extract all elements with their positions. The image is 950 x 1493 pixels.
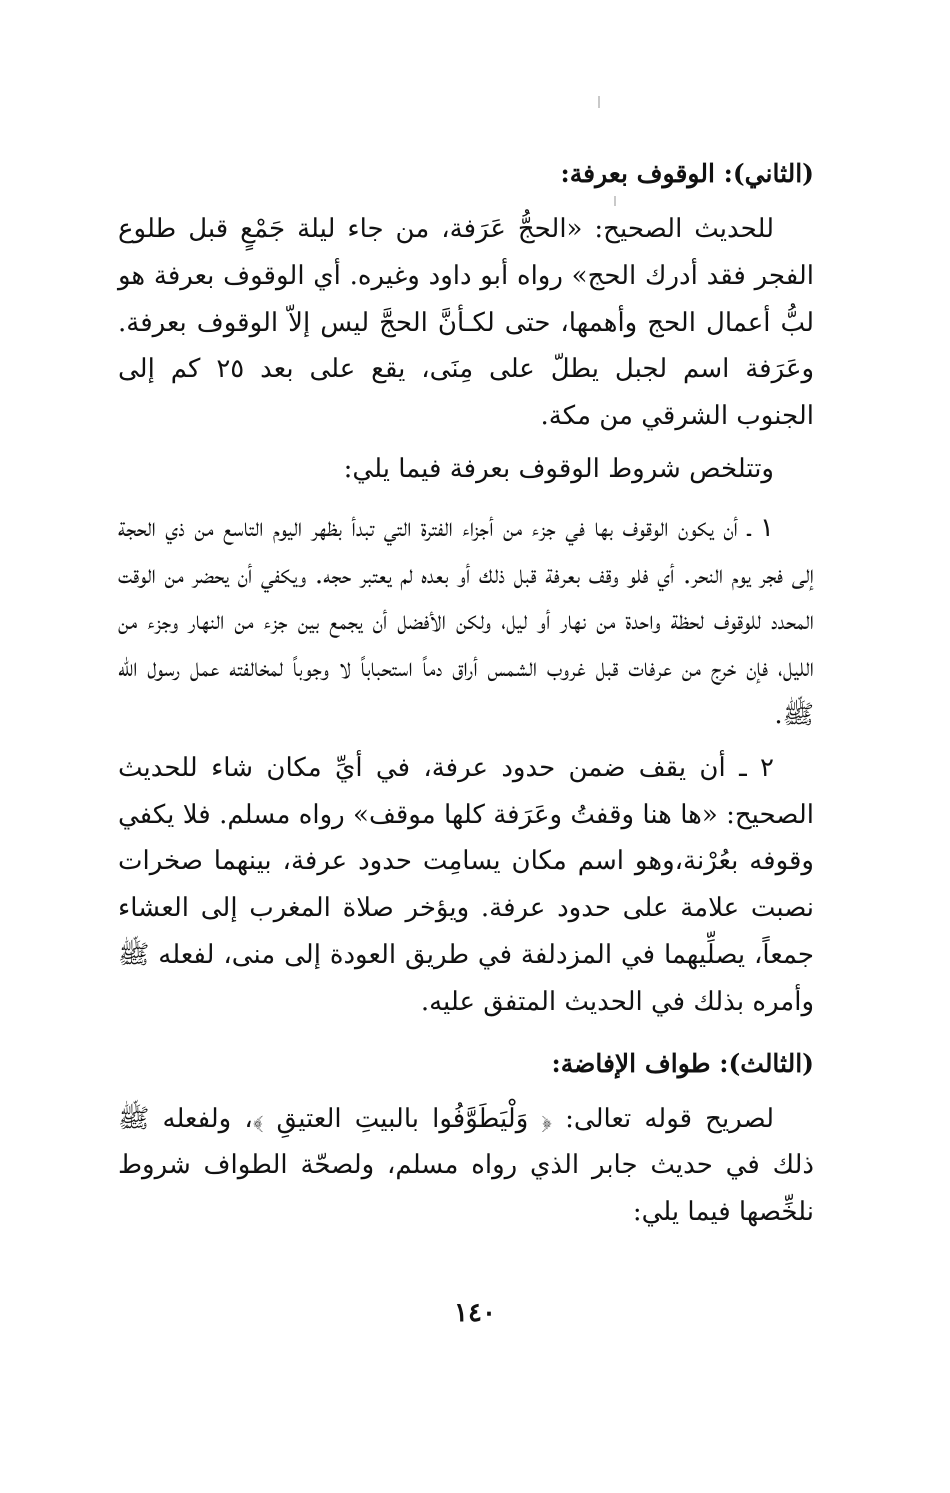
scan-speck: [598, 96, 600, 108]
page-number: ١٤٠: [454, 1298, 496, 1328]
section-heading-third: (الثالث): طواف الإفاضة:: [551, 1048, 814, 1078]
section-heading-second: (الثاني): الوقوف بعرفة:: [560, 159, 814, 188]
spacer: [118, 1026, 814, 1038]
paragraph-conditions-intro: وتتلخص شروط الوقوف بعرفة فيما يلي:: [343, 453, 774, 484]
paragraph-hadith-arafah: للحديث الصحيح: «الحجُّ عَرَفة، من جاء ليلة جَمْعٍ قبل طلوع الفجر فقد أدرك الحج» رواه أبو داود وغيره. أي الوقوف بعرفة هو لبُّ أعمال الحج وأهمها، حتى لكـأنَّ الحجَّ ليس إلاّ الوقوف بعرفة. وعَرَفة اسم لجبل يطلّ على مِنَى، يقع على بعد ٢٥ كم إلى الجنوب الشرقي من مكة.: [118, 214, 815, 432]
page-body: [118, 148, 814, 1236]
paragraph-tawaf: لصريح قوله تعالى: ﴿ وَلْيَطَوَّفُوا بالبيتِ العتيقِ ﴾، ولفعله ﷺ ذلك في حديث جابر الذي رواه مسلم، ولصحّة الطواف شروط نلخِّصها فيما يلي:: [118, 1103, 814, 1228]
condition-item-2: ٢ ـ أن يقف ضمن حدود عرفة، في أيِّ مكان شاء للحديث الصحيح: «ها هنا وقفتُ وعَرَفة كلها موقف» رواه مسلم. فلا يكفي وقوفه بعُرْنة،وهو اسم مكان يسامِت حدود عرفة، بينهما صخرات نصبت علامة على حدود عرفة. ويؤخر صلاة المغرب إلى العشاء جمعاً، يصلِّيهما في المزدلفة في طريق العودة إلى منى، لفعله ﷺ وأمره بذلك في الحديث المتفق عليه.: [118, 752, 815, 1017]
condition-item-1: ١ ـ أن يكون الوقوف بها في جزء من أجزاء الفترة التي تبدأ بظهر اليوم التاسع من ذي الحجة إلى فجر يوم النحر. أي فلو وقف بعرفة قبل ذلك أو بعده لم يعتبر حجه. ويكفي أن يحضر من الوقت المحدد للوقوف لحظة واحدة من نهار أو ليل، ولكن الأفضل أن يجمع بين جزء من النهار وجزء من الليل، فإن خرج من عرفات قبل غروب الشمس أراق دماً استحباباً لا وجوباً لمخالفته عمل رسول الله ﷺ.: [118, 512, 814, 730]
spacer: [118, 493, 814, 505]
